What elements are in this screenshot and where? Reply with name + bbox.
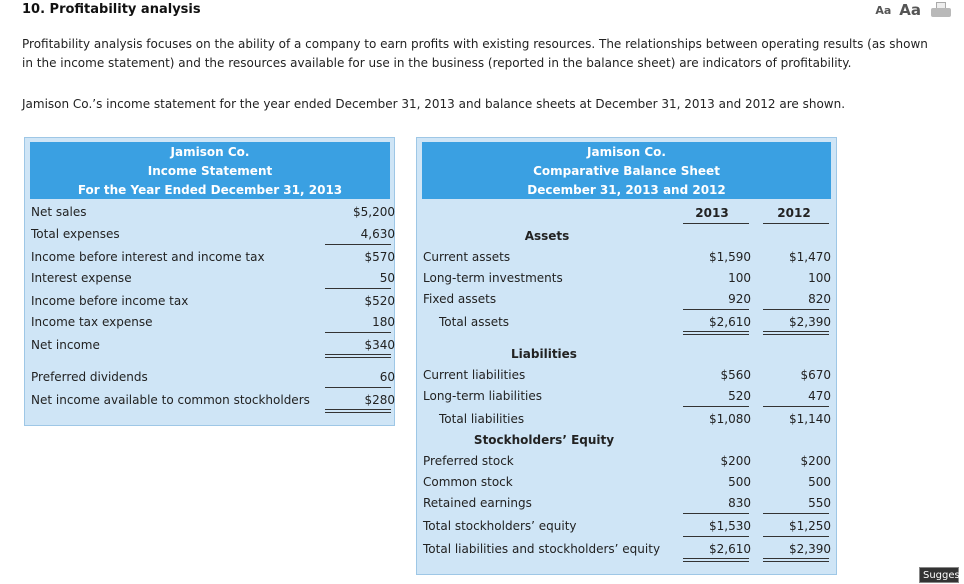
balance-sheet-header (422, 142, 831, 199)
row-value-2012: 100 (808, 271, 831, 285)
row-label: Total assets (439, 315, 510, 329)
toolbar (875, 0, 951, 20)
row-label: Income before interest and income tax (31, 250, 265, 264)
column-header-2013: 2013 (695, 206, 729, 220)
row-label: Long-term liabilities (423, 389, 542, 403)
row-value: $5,200 (353, 205, 395, 219)
table-row (423, 365, 833, 385)
row-value-2013: $1,590 (709, 250, 751, 264)
table-row (31, 291, 395, 311)
row-value: $520 (364, 294, 395, 308)
table-row (31, 312, 395, 332)
row-label: Income tax expense (31, 315, 153, 329)
table-row (31, 335, 395, 355)
liabilities-heading: Liabilities (511, 347, 577, 361)
row-value-2012: $1,140 (789, 412, 831, 426)
balance-sheet-period: December 31, 2013 and 2012 (527, 183, 726, 197)
row-value-2013: 500 (728, 475, 751, 489)
row-value-2013: 520 (728, 389, 751, 403)
row-label: Net income (31, 338, 100, 352)
row-value-2013: $2,610 (709, 542, 751, 556)
row-value-2013: 830 (728, 496, 751, 510)
row-value-2012: $200 (800, 454, 831, 468)
assets-heading: Assets (524, 229, 570, 243)
table-row (423, 268, 833, 288)
equity-heading: Stockholders’ Equity (473, 433, 615, 447)
row-value: 50 (379, 271, 395, 285)
row-value-2012: 500 (808, 475, 831, 489)
balance-sheet-title: Comparative Balance Sheet (533, 164, 720, 178)
row-label: Interest expense (31, 271, 132, 285)
table-row (423, 247, 833, 267)
column-header-row (417, 203, 838, 223)
row-value-2013: $1,080 (709, 412, 751, 426)
page-title: 10. Profitability analysis (22, 2, 201, 17)
row-label: Total expenses (31, 227, 120, 241)
row-label: Current liabilities (423, 368, 526, 382)
row-label: Preferred dividends (31, 370, 148, 384)
income-statement-period: For the Year Ended December 31, 2013 (77, 183, 343, 197)
row-value: 180 (372, 315, 395, 329)
table-row (423, 472, 833, 492)
suggest-button[interactable]: Suggest (919, 567, 959, 583)
row-value: 4,630 (360, 227, 395, 241)
table-row (31, 202, 395, 222)
statement-intro-paragraph: Jamison Co.’s income statement for the year ended December 31, 2013 and balance sheets at December 31, 2013 and 2012 are shown. (22, 97, 846, 111)
row-label: Current assets (423, 250, 511, 264)
income-statement-title: Income Statement (147, 164, 273, 178)
row-value-2013: $560 (720, 368, 751, 382)
row-value-2012: 820 (808, 292, 831, 306)
row-label: Common stock (423, 475, 513, 489)
column-header-2012: 2012 (777, 206, 811, 220)
table-row (423, 289, 833, 309)
font-size-large-button[interactable]: Aa (899, 1, 921, 19)
row-value-2013: $1,530 (709, 519, 751, 533)
print-icon[interactable] (931, 2, 951, 18)
row-value-2012: 550 (808, 496, 831, 510)
balance-sheet-panel (416, 137, 837, 575)
table-row (423, 409, 833, 429)
table-row (423, 516, 833, 536)
row-label: Total stockholders’ equity (423, 519, 577, 533)
row-value-2013: $2,610 (709, 315, 751, 329)
table-row (31, 268, 395, 288)
row-value-2012: $670 (800, 368, 831, 382)
row-label: Net sales (31, 205, 87, 219)
table-row (423, 312, 833, 332)
row-label: Long-term investments (423, 271, 563, 285)
row-value-2012: $1,470 (789, 250, 831, 264)
row-value: 60 (379, 370, 395, 384)
table-row (31, 367, 395, 387)
table-row (423, 493, 833, 513)
row-label: Preferred stock (423, 454, 514, 468)
font-size-small-button[interactable]: Aa (875, 3, 892, 17)
row-value-2013: 920 (728, 292, 751, 306)
row-value-2012: $2,390 (789, 315, 831, 329)
row-value-2013: 100 (728, 271, 751, 285)
row-value: $340 (364, 338, 395, 352)
row-value-2012: $1,250 (789, 519, 831, 533)
balance-sheet-company: Jamison Co. (587, 145, 666, 159)
row-value-2013: $200 (720, 454, 751, 468)
income-statement-header (30, 142, 390, 199)
intro-paragraph: Profitability analysis focuses on the ability of a company to earn profits with existing resources. The relationships between operating results (as shown in the income statement) and the resources available for use in the business (reported in the balance sheet) are indicators of profitability. (22, 37, 928, 70)
row-value-2012: $2,390 (789, 542, 831, 556)
table-row (423, 451, 833, 471)
table-row (31, 247, 395, 267)
table-row (423, 539, 833, 559)
row-label: Total liabilities (439, 412, 525, 426)
row-label: Net income available to common stockholders (31, 393, 310, 407)
table-row (31, 224, 395, 244)
income-statement-company: Jamison Co. (170, 145, 250, 159)
row-value: $280 (364, 393, 395, 407)
table-row (423, 386, 833, 406)
row-value-2012: 470 (808, 389, 831, 403)
row-label: Total liabilities and stockholders’ equity (423, 542, 661, 556)
row-label: Retained earnings (423, 496, 532, 510)
row-label: Income before income tax (31, 294, 189, 308)
income-statement-panel (24, 137, 395, 426)
row-label: Fixed assets (423, 292, 497, 306)
table-row (31, 390, 395, 410)
row-value: $570 (364, 250, 395, 264)
